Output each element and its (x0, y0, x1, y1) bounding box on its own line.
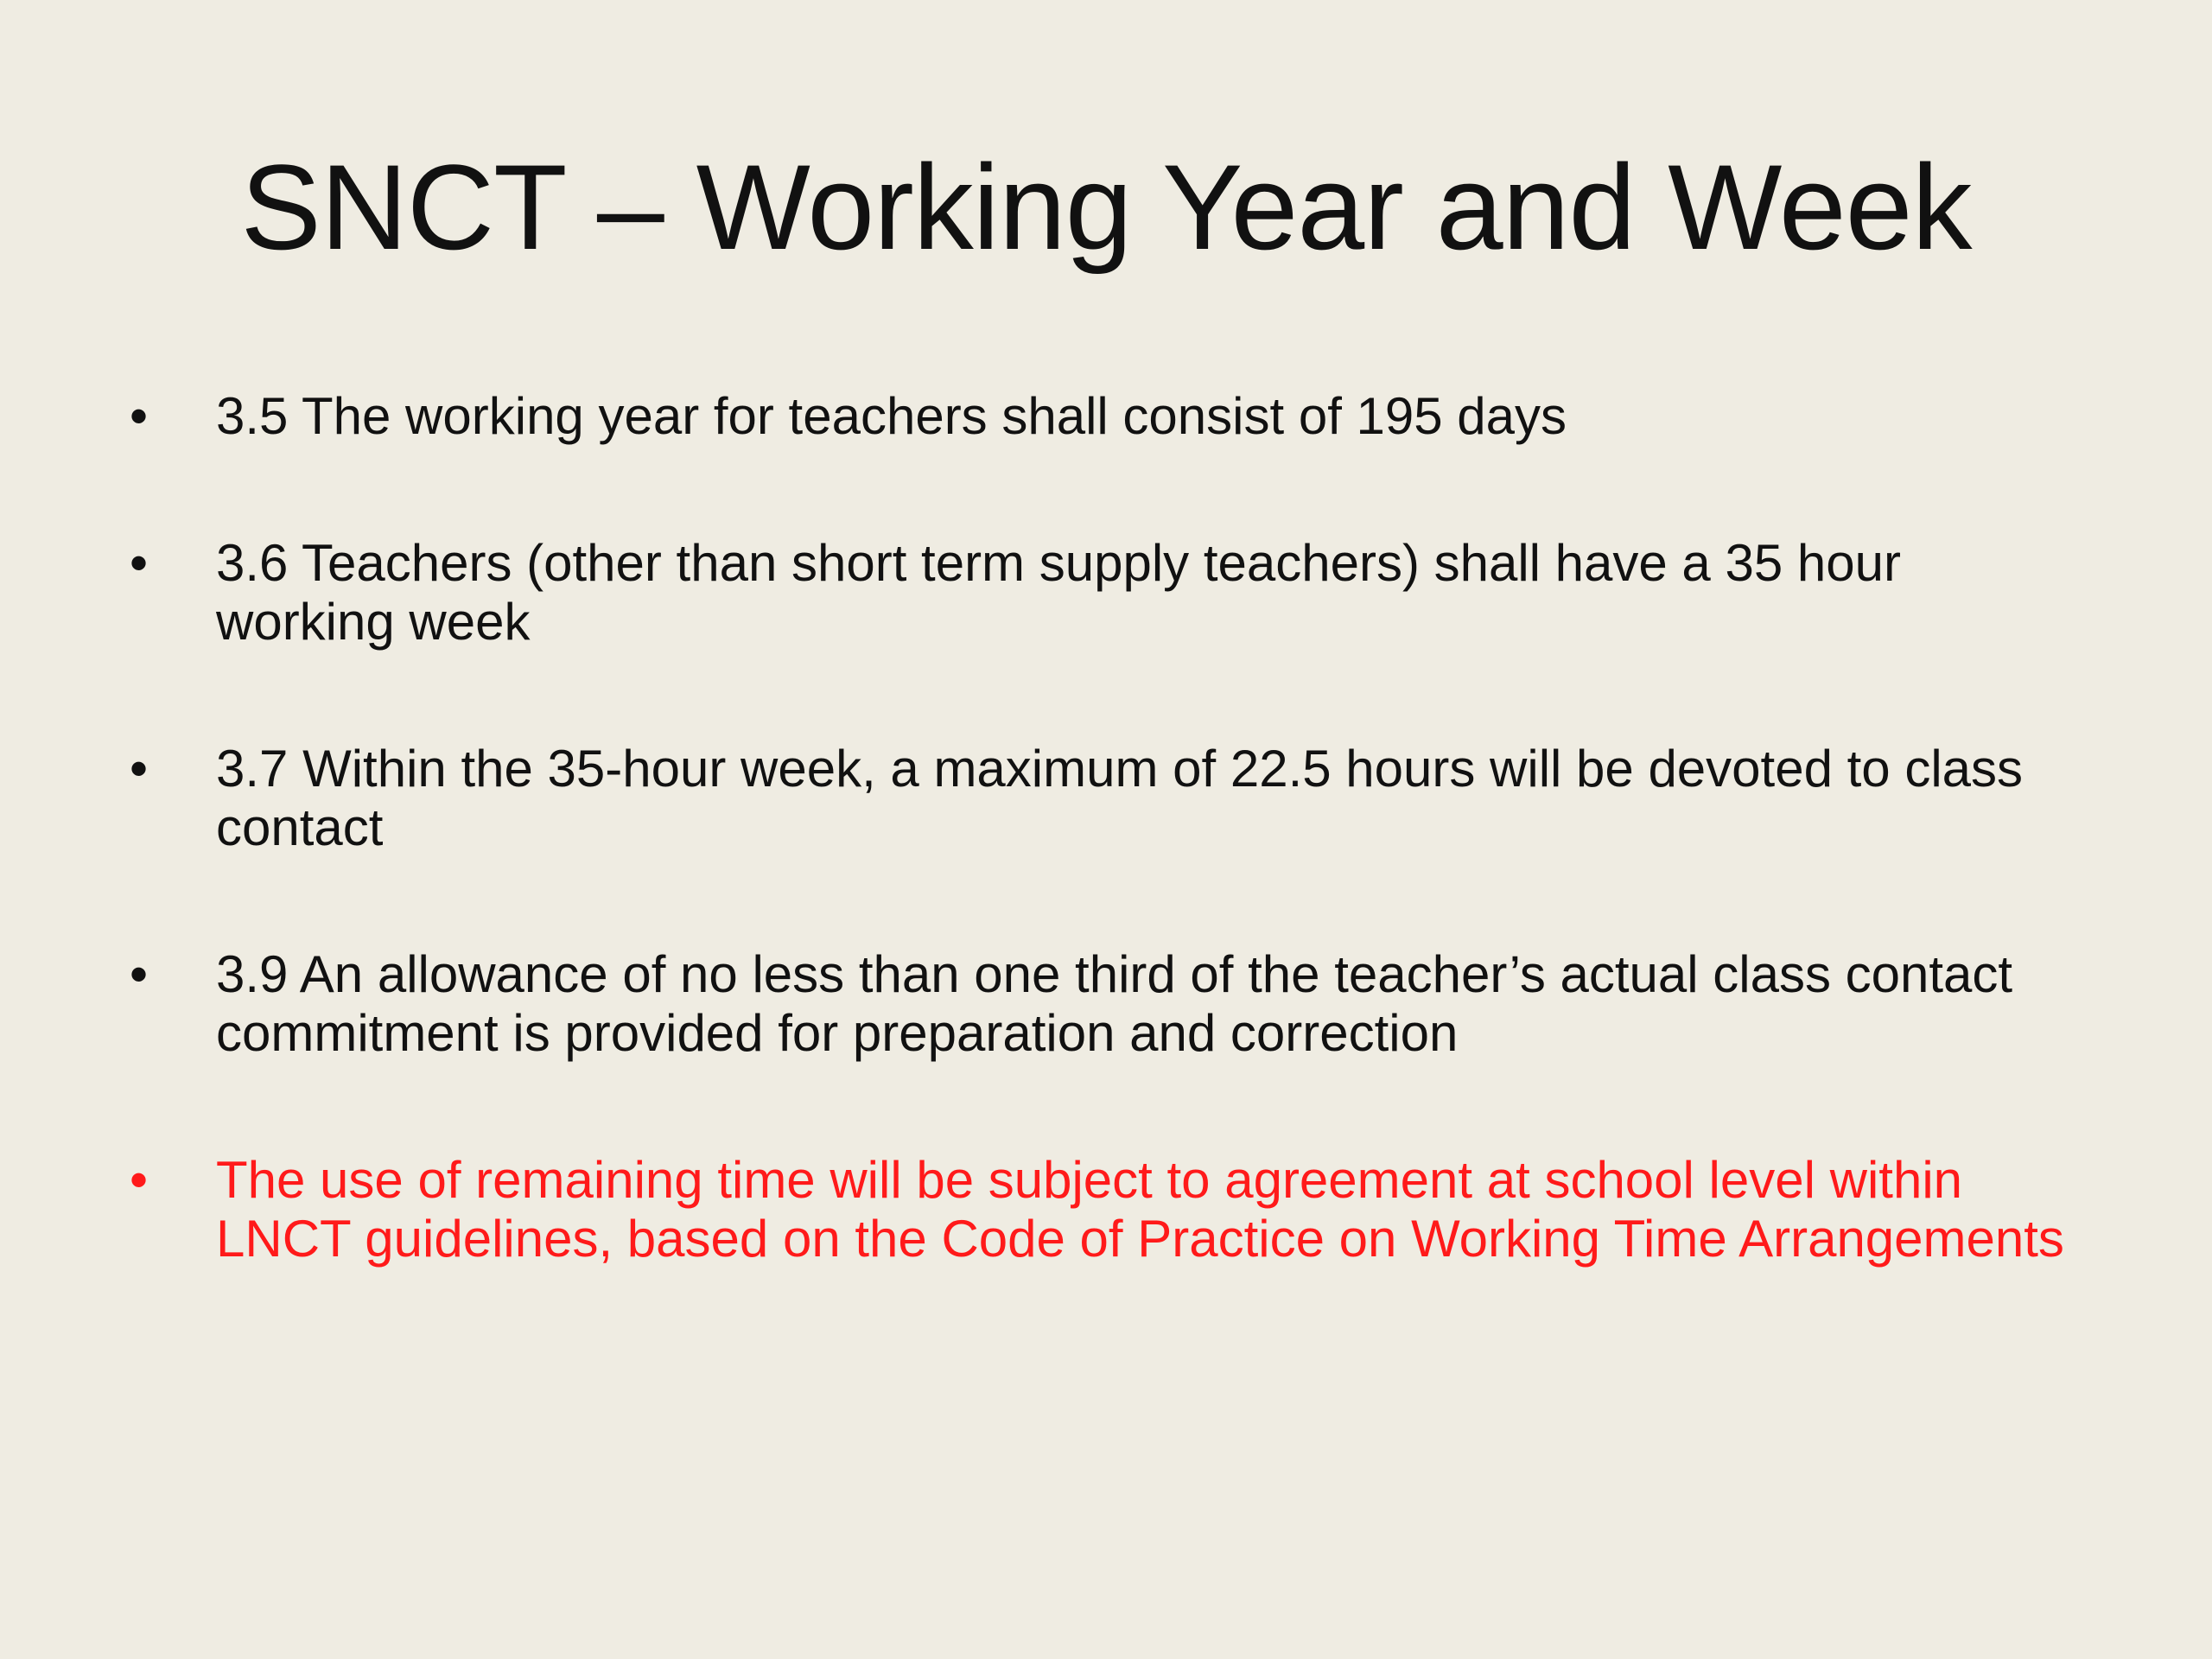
bullet-marker: • (130, 945, 149, 1003)
bullet-item-3-5 (130, 387, 2082, 446)
bullet-marker: • (130, 1151, 149, 1209)
bullet-text: The use of remaining time will be subject to agreement at school level within LNCT guidelines, based on the Code of Practice on Working Time Arrangements (216, 1151, 2064, 1268)
bullet-list (130, 387, 2082, 1268)
bullet-marker: • (130, 740, 149, 798)
bullet-item-3-9 (130, 945, 2082, 1063)
bullet-marker: • (130, 387, 149, 445)
bullet-text: 3.5 The working year for teachers shall consist of 195 days (216, 387, 1567, 445)
bullet-item-remaining-time (130, 1151, 2082, 1268)
bullet-text: 3.6 Teachers (other than short term supply teachers) shall have a 35 hour working week (216, 534, 1901, 651)
bullet-item-3-7 (130, 740, 2082, 857)
bullet-text: 3.7 Within the 35-hour week, a maximum of 22.5 hours will be devoted to class contact (216, 740, 2024, 856)
bullet-marker: • (130, 534, 149, 592)
slide-title: SNCT – Working Year and Week (240, 139, 1972, 275)
bullet-item-3-6 (130, 534, 2082, 652)
bullet-text: 3.9 An allowance of no less than one third of the teacher’s actual class contact commitment is provided for preparation and correction (216, 945, 2013, 1062)
